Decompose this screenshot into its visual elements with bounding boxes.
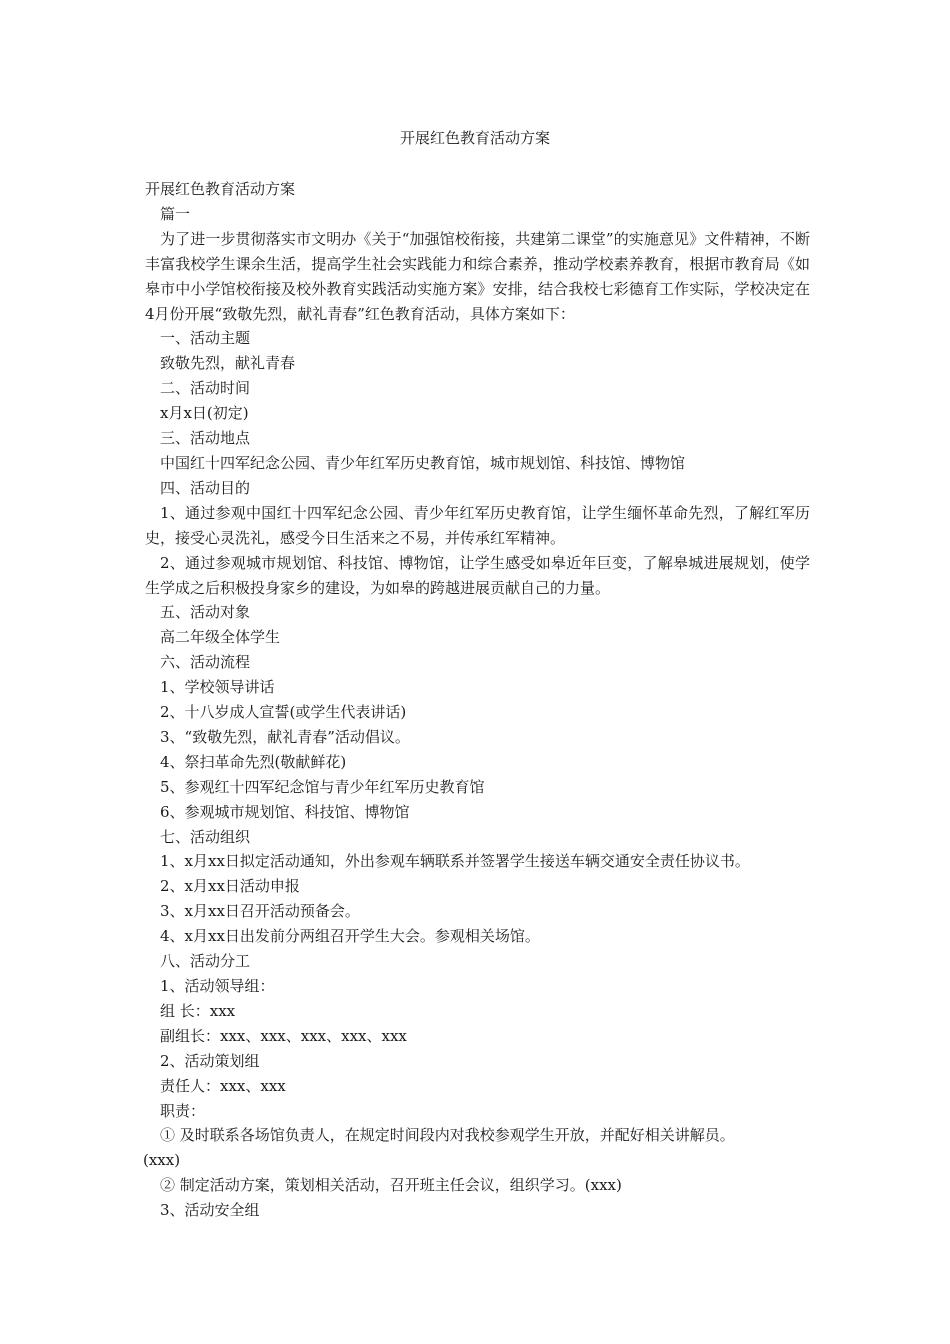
list-item: 3、x月xx日召开活动预备会。: [160, 902, 360, 921]
group-1-deputy: 副组长：xxx、xxx、xxx、xxx、xxx: [160, 1026, 407, 1045]
list-item: 1、x月xx日拟定活动通知，外出参观车辆联系并签署学生接送车辆交通安全责任协议书。: [160, 852, 750, 871]
document-body: [145, 177, 810, 1223]
section-4-paragraph-2: 2、通过参观城市规划馆、科技馆、博物馆，让学生感受如皋近年巨变，了解皋城进展规划，使学生学成之后积极投身家乡的建设，为如皋的跨越进展贡献自己的力量。: [145, 553, 810, 597]
document-title: 开展红色教育活动方案: [399, 129, 550, 147]
list-item: 6、参观城市规划馆、科技馆、博物馆: [160, 802, 410, 821]
section-7-heading: 七、活动组织: [160, 827, 251, 846]
group-2-responsible: 责任人：xxx、xxx: [160, 1076, 286, 1095]
section-8-heading: 八、活动分工: [160, 952, 251, 971]
section-2-heading: 二、活动时间: [160, 379, 251, 398]
section-3-heading: 三、活动地点: [160, 429, 251, 448]
group-2-duty-1: ① 及时联系各场馆负责人，在规定时间段内对我校参观学生开放，并配好相关讲解员。: [160, 1126, 735, 1145]
section-6-heading: 六、活动流程: [160, 653, 251, 672]
list-item: 4、祭扫革命先烈(敬献鲜花): [160, 752, 347, 771]
section-4-paragraph-1: 1、通过参观中国红十四军纪念公园、青少年红军历史教育馆，让学生缅怀革命先烈，了解红军历史，接受心灵洗礼，感受今日生活来之不易，并传承红军精神。: [145, 503, 810, 547]
list-item: 1、学校领导讲话: [160, 678, 275, 697]
group-2-duty-2: ② 制定活动方案，策划相关活动，召开班主任会议，组织学习。(xxx): [160, 1176, 622, 1195]
part-label: 篇一: [160, 204, 191, 223]
group-3-title: 3、活动安全组: [160, 1201, 260, 1220]
list-item: 3、“致敬先烈，献礼青春”活动倡议。: [160, 727, 410, 746]
section-2-text: x月x日(初定): [160, 404, 249, 423]
document-subtitle: 开展红色教育活动方案: [145, 180, 296, 198]
section-5-heading: 五、活动对象: [160, 603, 251, 622]
section-4-heading: 四、活动目的: [160, 478, 251, 497]
section-5-text: 高二年级全体学生: [160, 628, 281, 647]
section-1-heading: 一、活动主题: [160, 329, 251, 348]
list-item: 5、参观红十四军纪念馆与青少年红军历史教育馆: [160, 777, 485, 796]
intro-paragraph: 为了进一步贯彻落实市文明办《关于“加强馆校衔接，共建第二课堂”的实施意见》文件精神，不断丰富我校学生课余生活，提高学生社会实践能力和综合素养，推动学校素养教育，根据市教育局《如皋市中小学馆校衔接及校外教育实践活动实施方案》安排，结合我校七彩德育工作实际，学校决定在4月份开展“致敬先烈，献礼青春”红色教育活动，具体方案如下：: [145, 229, 810, 323]
group-2-duty-label: 职责：: [160, 1101, 206, 1120]
group-1-leader: 组 长：xxx: [160, 1001, 236, 1020]
group-2-duty-1-tail: (xxx): [143, 1151, 181, 1170]
section-3-text: 中国红十四军纪念公园、青少年红军历史教育馆，城市规划馆、科技馆、博物馆: [160, 453, 686, 472]
group-1-title: 1、活动领导组：: [160, 977, 275, 995]
list-item: 2、x月xx日活动申报: [160, 877, 300, 896]
section-1-text: 致敬先烈，献礼青春: [160, 354, 296, 373]
list-item: 2、十八岁成人宣誓(或学生代表讲话): [160, 703, 407, 722]
group-2-title: 2、活动策划组: [160, 1051, 260, 1070]
list-item: 4、x月xx日出发前分两组召开学生大会。参观相关场馆。: [160, 927, 540, 946]
